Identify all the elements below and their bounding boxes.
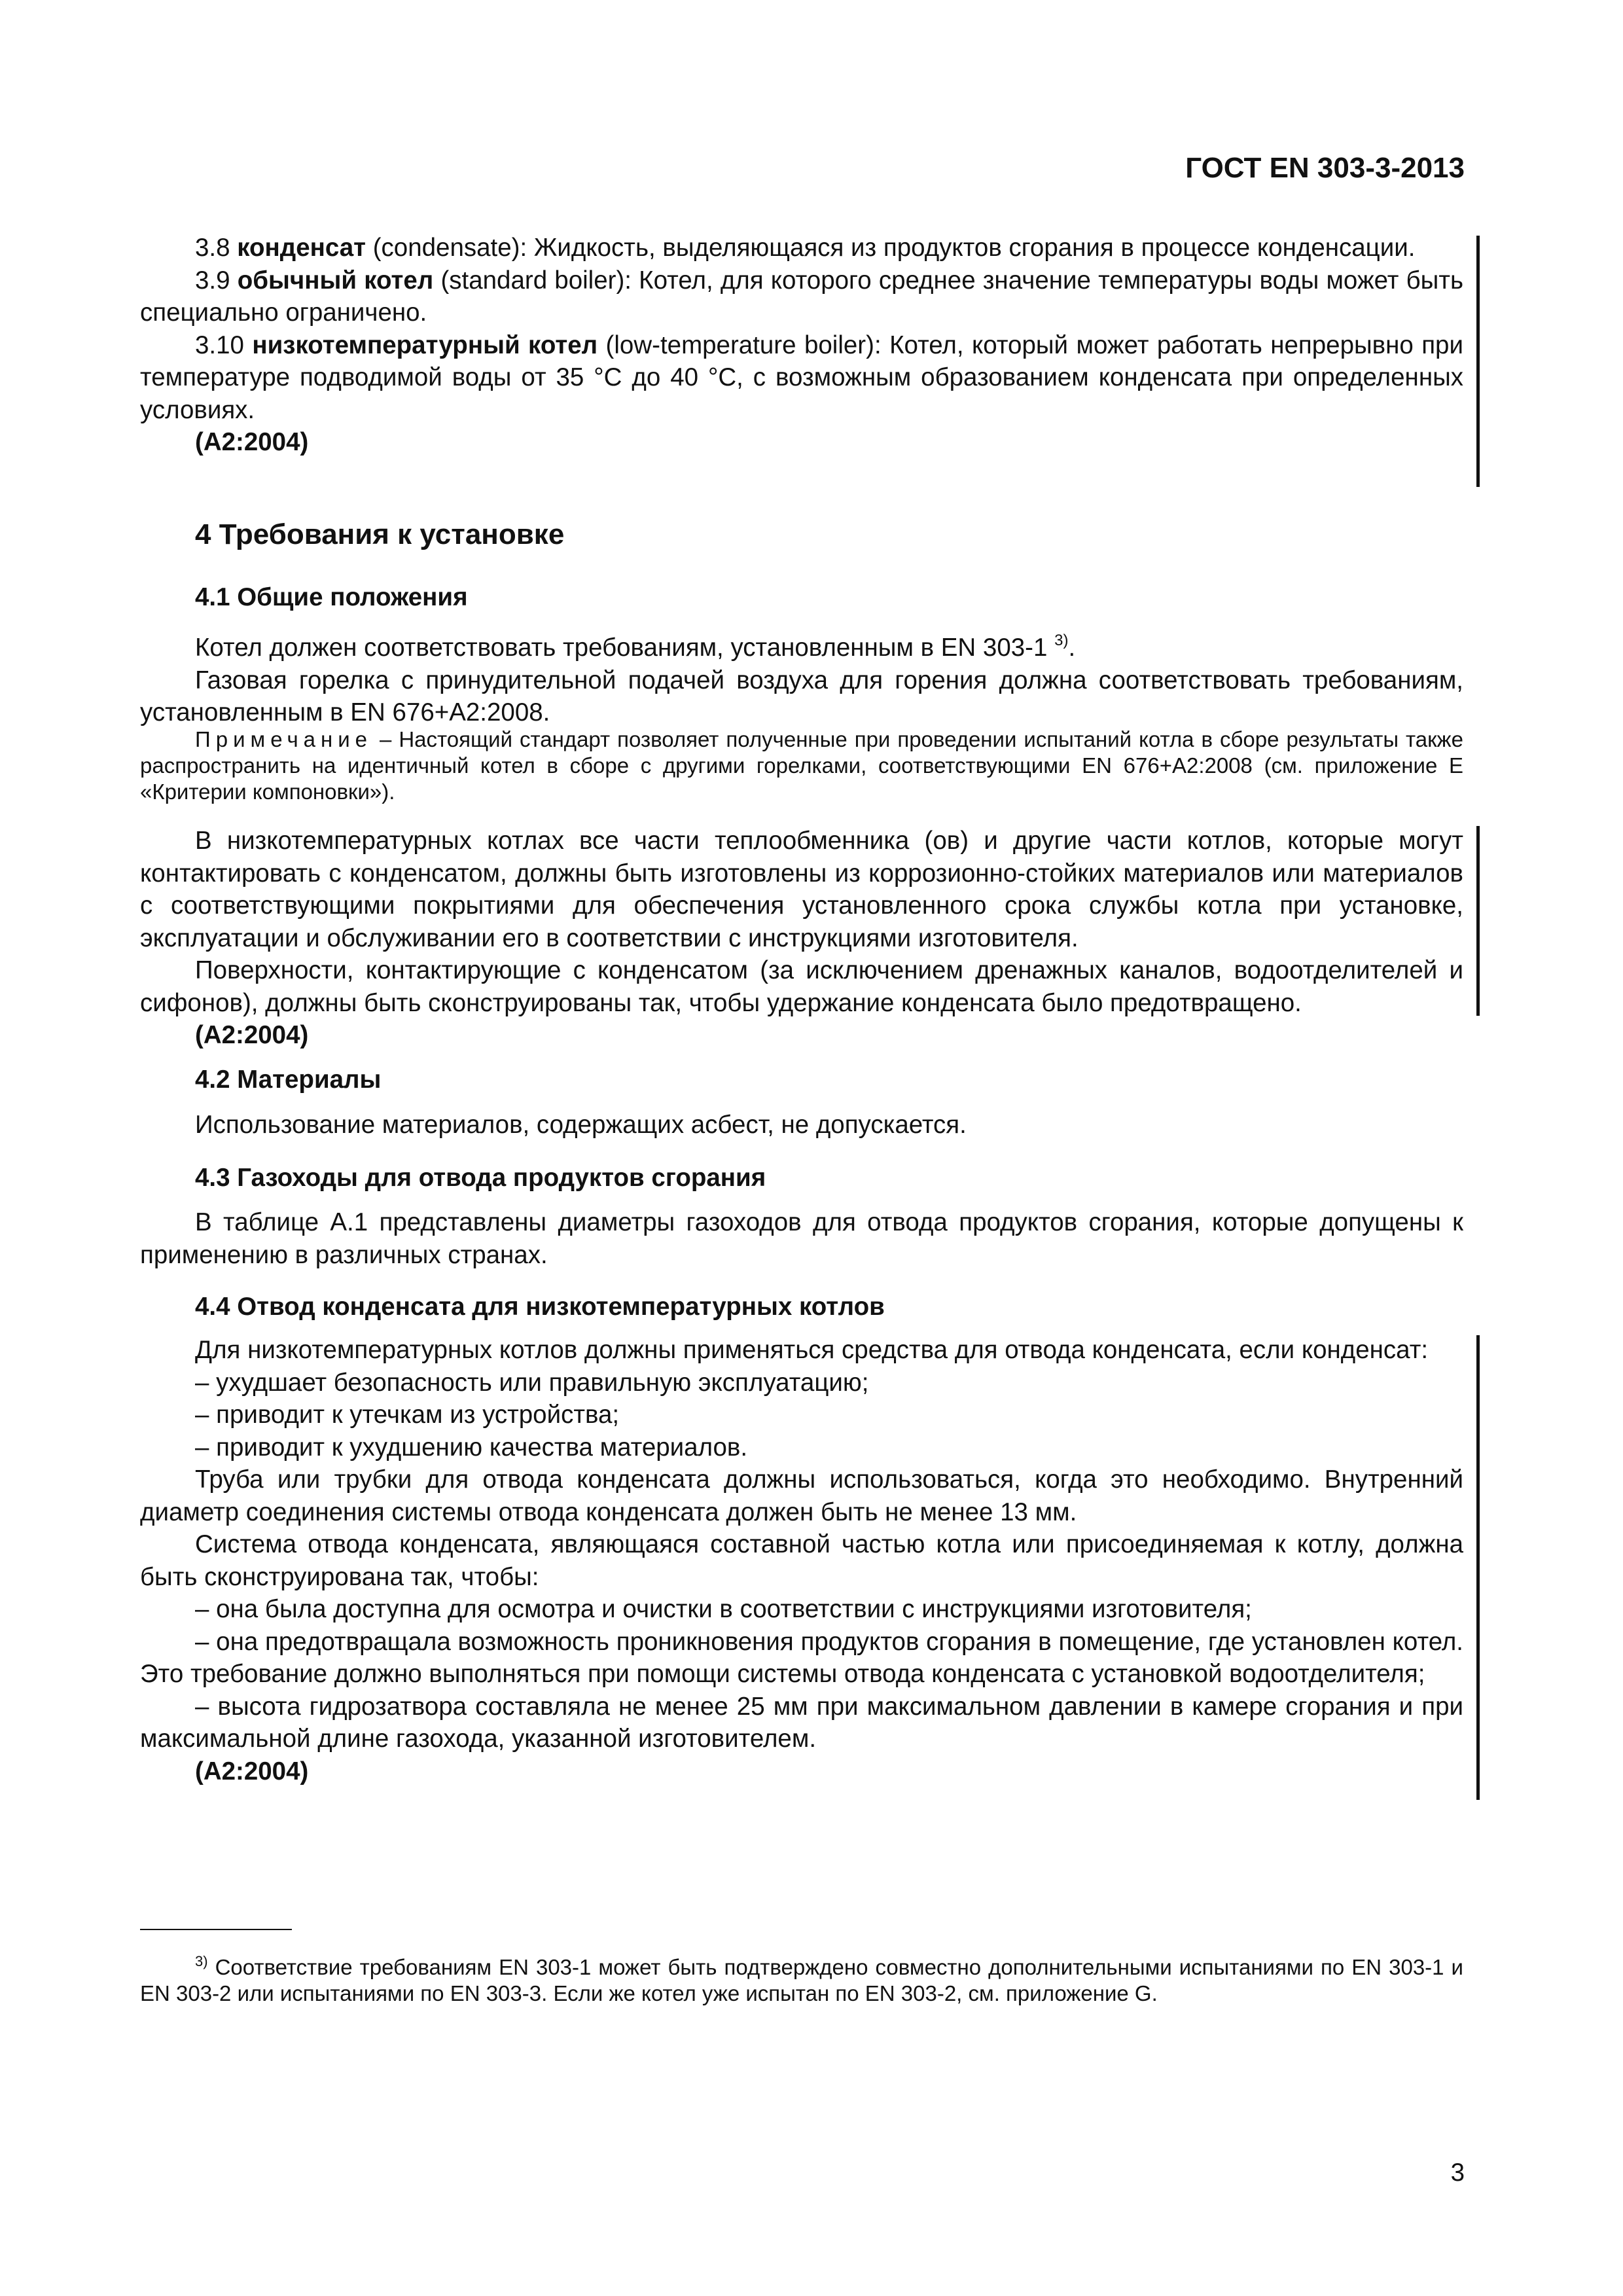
footnote-reference: 3)	[1054, 632, 1069, 649]
change-bar	[1476, 1335, 1480, 1800]
document-designation: ГОСТ EN 303-3-2013	[1185, 152, 1465, 184]
section-4-4-title: 4.4 Отвод конденсата для низкотемпературных котлов	[195, 1293, 885, 1321]
note: Примечание – Настоящий стандарт позволяет полученные при проведении испытаний котла в сборе результаты также распространить на идентичный котел в сборе с другими горелками, соответствующими EN 676+A2:2008 (см. приложение Е «Критерии компоновки»).	[140, 727, 1463, 804]
change-bar	[1476, 826, 1480, 1016]
list-item: – она была доступна для осмотра и очистки в соответствии с инструкциями изготовителя;	[195, 1595, 1252, 1623]
definition-3-9: 3.9 обычный котел (standard boiler): Котел, для которого среднее значение температуры воды может быть специально ограничено.	[140, 266, 1464, 327]
paragraph-4-1-3: В низкотемпературных котлах все части теплообменника (ов) и другие части котлов, которые могут контактировать с конденсатом, должны быть изготовлены из коррозионно-стойких материалов или материалов с соответствующими покрытиями для обеспечения установленного срока службы котла при установке, эксплуатации и обслуживании его в соответствии с инструкциями изготовителя.	[140, 827, 1463, 952]
amendment-reference: (A2:2004)	[195, 428, 309, 456]
paragraph-4-1-1: Котел должен соответствовать требованиям, установленным в EN 303-1 $^{3)}$.	[195, 632, 1076, 662]
definition-3-8: 3.8 конденсат (condensate): Жидкость, выделяющаяся из продуктов сгорания в процессе конденсации.	[195, 234, 1416, 262]
section-4-1-title: 4.1 Общие положения	[195, 583, 468, 611]
change-bar	[1476, 236, 1480, 487]
footnote-mark: 3)	[195, 1953, 208, 1969]
paragraph-4-4-2: Труба или трубки для отвода конденсата должны использоваться, когда это необходимо. Внутренний диаметр соединения системы отвода конденсата должен быть не менее 13 мм.	[140, 1465, 1463, 1526]
paragraph-4-4-1: Для низкотемпературных котлов должны применяться средства для отвода конденсата, если конденсат:	[195, 1336, 1429, 1364]
paragraph-4-1-4: Поверхности, контактирующие с конденсатом (за исключением дренажных каналов, водоотделителей и сифонов), должны быть сконструированы так, чтобы удержание конденсата было предотвращено.	[140, 956, 1463, 1017]
note-label: Примечание	[195, 727, 373, 751]
page-number: 3	[1450, 2159, 1465, 2187]
term-standard-boiler: обычный котел	[237, 266, 434, 295]
paragraph-4-3-1: В таблице А.1 представлены диаметры газоходов для отвода продуктов сгорания, которые допущены к применению в различных странах.	[140, 1208, 1463, 1269]
amendment-reference: (A2:2004)	[195, 1021, 309, 1049]
section-4-3-title: 4.3 Газоходы для отвода продуктов сгорания	[195, 1164, 766, 1192]
list-item: – приводит к ухудшению качества материалов.	[195, 1433, 748, 1462]
footnote: $^{3)}$ Соответствие требованиям EN 303-1 может быть подтверждено совместно дополнительными испытаниями по EN 303-1 и EN 303-2 или испытаниями по EN 303-3. Если же котел уже испытан по EN 303-2, см. приложение G.	[140, 1953, 1463, 2005]
list-item: – ухудшает безопасность или правильную эксплуатацию;	[195, 1368, 869, 1397]
list-item: – она предотвращала возможность проникновения продуктов сгорания в помещение, где установлен котел. Это требование должно выполняться при помощи системы отвода конденсата с установкой водоотделителя;	[140, 1627, 1463, 1688]
paragraph-4-4-3: Система отвода конденсата, являющаяся составной частью котла или присоединяемая к котлу, должна быть сконструирована так, чтобы:	[140, 1530, 1463, 1591]
footnote-separator	[140, 1929, 292, 1930]
term-low-temperature-boiler: низкотемпературный котел	[252, 331, 598, 359]
section-4-title: 4 Требования к установке	[195, 518, 565, 550]
section-4-2-title: 4.2 Материалы	[195, 1066, 382, 1094]
definition-3-10: 3.10 низкотемпературный котел (low-temperature boiler): Котел, который может работать непрерывно при температуре подводимой воды от 35 °С до 40 °С, с возможным образованием конденсата при определенных условиях.	[140, 331, 1463, 424]
list-item: – приводит к утечкам из устройства;	[195, 1401, 620, 1429]
paragraph-4-1-2: Газовая горелка с принудительной подачей воздуха для горения должна соответствовать требованиям, установленным в EN 676+A2:2008.	[140, 666, 1463, 726]
list-item: – высота гидрозатвора составляла не менее 25 мм при максимальном давлении в камере сгорания и при максимальной длине газохода, указанной изготовителем.	[140, 1692, 1463, 1753]
definitions-block	[140, 232, 1463, 459]
term-condensate: конденсат	[237, 234, 366, 262]
paragraph-4-2-1: Использование материалов, содержащих асбест, не допускается.	[195, 1111, 967, 1139]
amendment-reference: (A2:2004)	[195, 1757, 309, 1785]
